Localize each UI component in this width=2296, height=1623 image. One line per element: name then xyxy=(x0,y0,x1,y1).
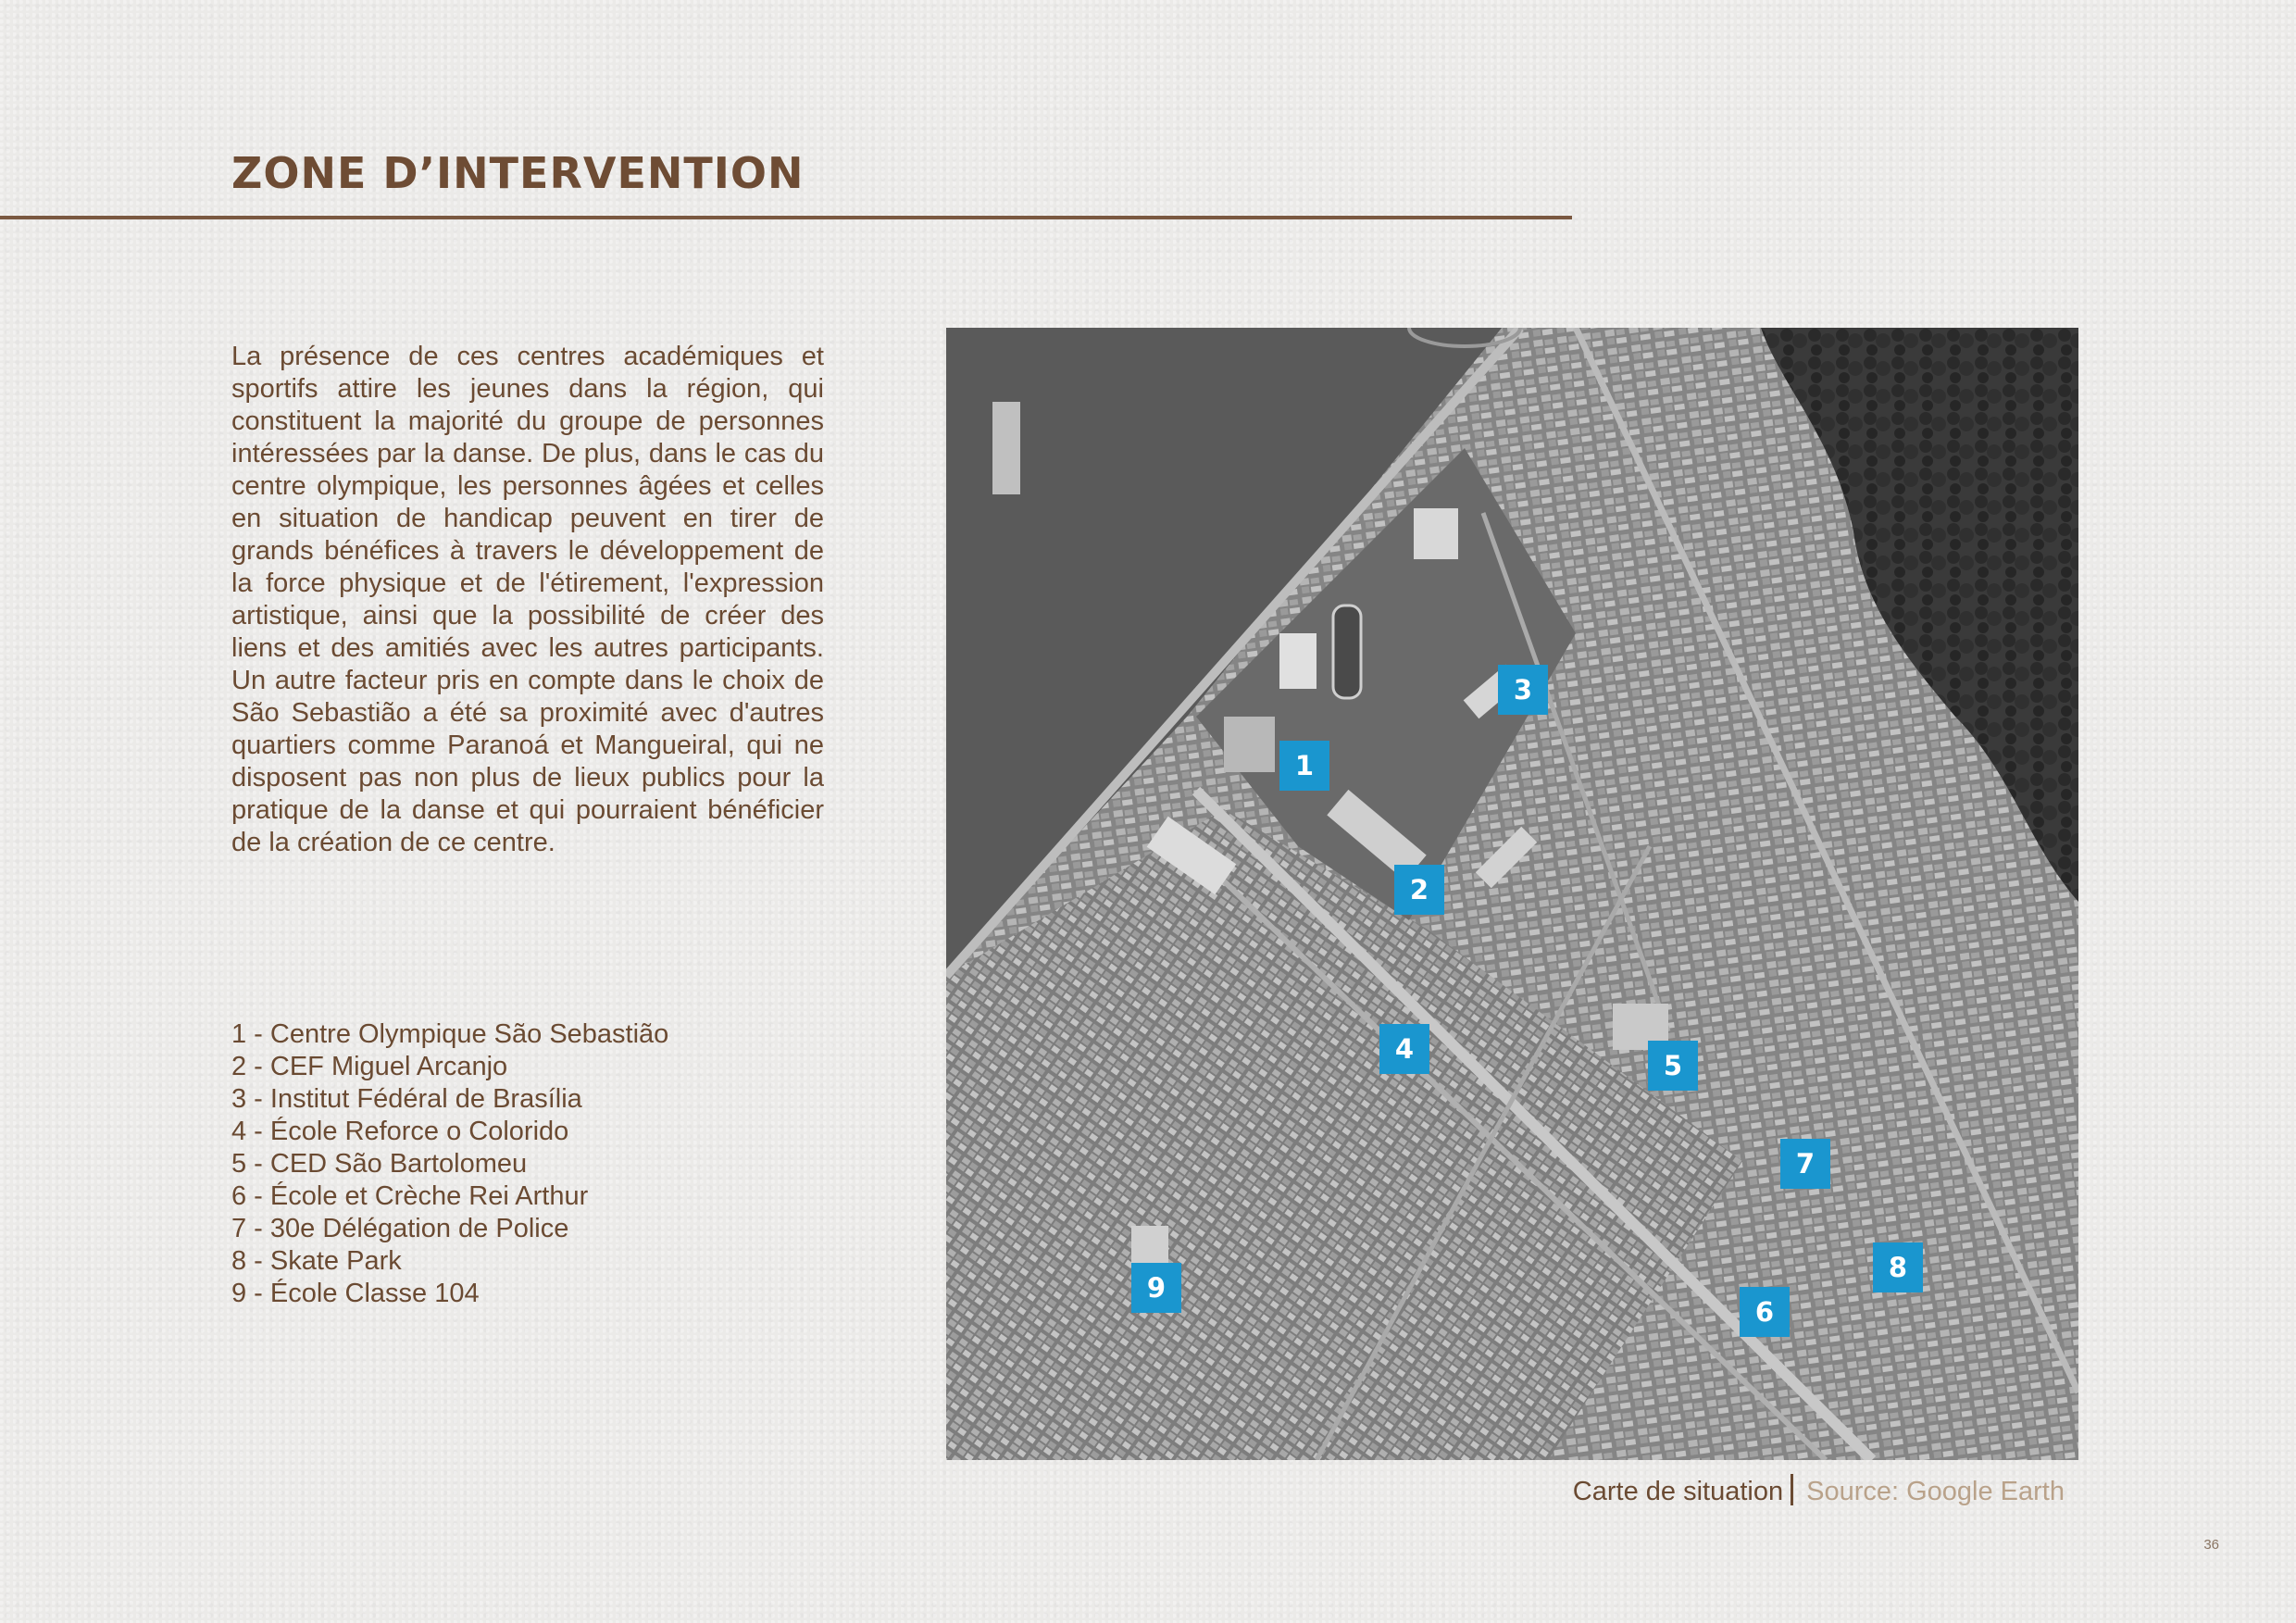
legend-item: 8 - Skate Park xyxy=(231,1246,402,1276)
intro-paragraph: La présence de ces centres académiques et sportifs attire les jeunes dans la région, qui constituent la majorité du groupe de personnes intéressées par la danse. De plus, dans le cas du centre olympique, les personnes âgées et celles en situation de handicap peuvent en tirer de grands bénéfices à travers le développement de la force physique et de l'étirement, l'expression artistique, ainsi que la possibilité de créer des liens et des amitiés avec les autres participants. Un autre facteur pris en compte dans le choix de São Sebastião a été sa proximité avec d'autres quartiers comme Paranoá et Mangueiral, qui ne disposent pas non plus de lieux publics pour la pratique de la danse et qui pourraient bénéficier de la création de ce centre. xyxy=(231,342,824,857)
title-divider xyxy=(0,216,1572,219)
legend-item: 2 - CEF Miguel Arcanjo xyxy=(231,1052,508,1081)
map-marker-2[interactable]: 2 xyxy=(1394,865,1444,915)
satellite-map xyxy=(946,328,2078,1460)
map-marker-8[interactable]: 8 xyxy=(1873,1242,1923,1292)
map-marker-1[interactable]: 1 xyxy=(1279,741,1329,791)
map-marker-5[interactable]: 5 xyxy=(1648,1041,1698,1091)
legend-item: 6 - École et Crèche Rei Arthur xyxy=(231,1181,589,1211)
map-marker-3[interactable]: 3 xyxy=(1498,665,1548,715)
caption-separator xyxy=(1791,1474,1793,1505)
map-marker-4[interactable]: 4 xyxy=(1379,1024,1429,1074)
legend-item: 7 - 30e Délégation de Police xyxy=(231,1214,569,1243)
page-title: ZONE D’INTERVENTION xyxy=(231,148,805,198)
caption-label: Carte de situation xyxy=(1572,1477,1784,1506)
legend-item: 4 - École Reforce o Colorido xyxy=(231,1117,569,1146)
map-marker-9[interactable]: 9 xyxy=(1131,1263,1181,1313)
map-marker-7[interactable]: 7 xyxy=(1780,1139,1830,1189)
map-marker-6[interactable]: 6 xyxy=(1740,1287,1790,1337)
page-number: 36 xyxy=(2203,1537,2219,1553)
caption-source: Source: Google Earth xyxy=(1806,1477,2065,1506)
legend-item: 3 - Institut Fédéral de Brasília xyxy=(231,1084,582,1114)
legend-item: 9 - École Classe 104 xyxy=(231,1279,480,1308)
site-legend xyxy=(231,1018,805,1310)
legend-item: 5 - CED São Bartolomeu xyxy=(231,1149,528,1179)
legend-item: 1 - Centre Olympique São Sebastião xyxy=(231,1019,669,1049)
map-caption xyxy=(1573,1474,2065,1507)
